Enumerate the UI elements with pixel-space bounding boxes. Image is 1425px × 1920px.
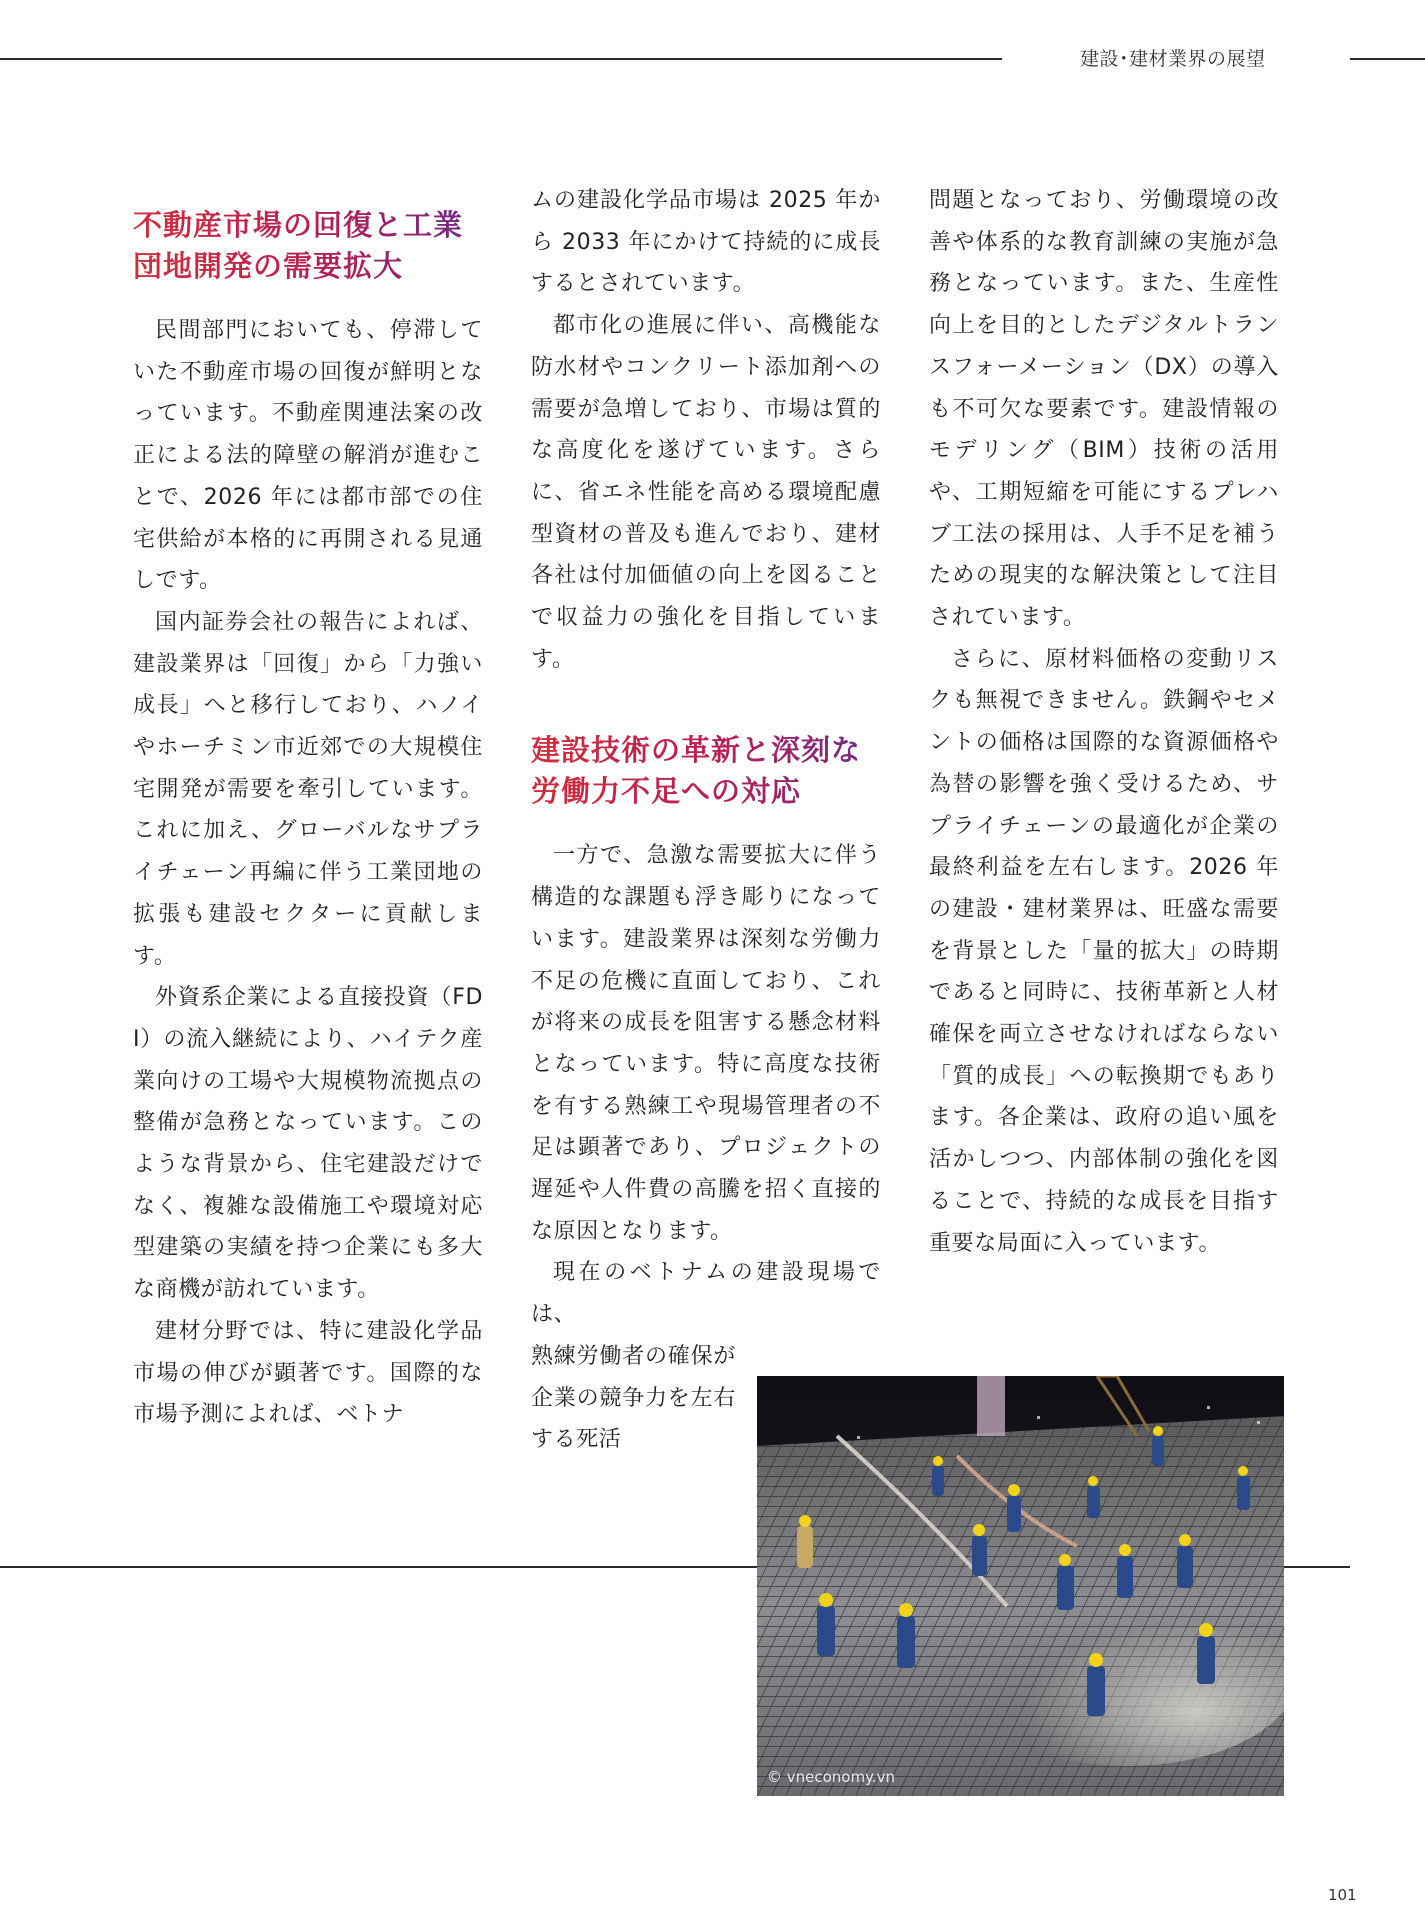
page-number: 101 (1328, 1886, 1357, 1904)
paragraph: さらに、原材料価格の変動リスクも無視できません。鉄鋼やセメントの価格は国際的な資源価格や為替の影響を強く受けるため、サプライチェーンの最適化が企業の最終利益を左右します。2026 年の建設・建材業界は、旺盛な需要を背景とした「量的拡大」の時期であると同時に、技術革新と人材確保を両立させなければならない「質的成長」への転換期でもあります。各企業は、政府の追い風を活かしつつ、内部体制の強化を図ることで、持続的な成長を目指す重要な局面に入っています。 (929, 646, 1279, 1256)
paragraph: 民間部門においても、停滞していた不動産市場の回復が鮮明となっています。不動産関連法案の改正による法的障壁の解消が進むことで、2026 年には都市部での住宅供給が本格的に再開される見通しです。 (133, 318, 483, 594)
column-2 (531, 180, 881, 1461)
top-rule-left (0, 58, 1002, 60)
photo-credit: © vneconomy.vn (767, 1768, 895, 1786)
paragraph: 都市化の進展に伴い、高機能な防水材やコンクリート添加剤への需要が急増しており、市場は質的な高度化を遂げています。さらに、省エネ性能を高める環境配慮型資材の普及も進んでおり、建材各社は付加価値の向上を図ることで収益力の強化を目指しています。 (531, 313, 881, 672)
paragraph: 現在のベトナムの建設現場では、 (531, 1260, 881, 1328)
paragraph-continued: 問題となっており、労働環境の改善や体系的な教育訓練の実施が急務となっています。また、生産性向上を目的としたデジタルトランスフォーメーション（DX）の導入も不可欠な要素です。建設情報のモデリング（BIM）技術の活用や、工期短縮を可能にするプレハブ工法の採用は、人手不足を補うための現実的な解決策として注目されています。 (929, 188, 1279, 631)
section-heading-real-estate: 不動産市場の回復と工業団地開発の需要拡大 (133, 205, 483, 287)
paragraph: 建材分野では、特に建設化学品市場の伸びが顕著です。国際的な市場予測によれば、ベトナ (133, 1318, 483, 1428)
column-1 (133, 180, 483, 1436)
construction-photo-illustration (757, 1376, 1284, 1796)
construction-site-photo (757, 1376, 1284, 1796)
section-heading-labor: 建設技術の革新と深刻な労働力不足への対応 (531, 730, 881, 812)
paragraph: 外資系企業による直接投資（FDI）の流入継続により、ハイテク産業向けの工場や大規模物流拠点の整備が急務となっています。このような背景から、住宅建設だけでなく、複雑な設備施工や環境対応型建築の実績を持つ企業にも多大な商機が訪れています。 (133, 985, 483, 1303)
running-head: 建設･建材業界の展望 (1080, 48, 1266, 70)
paragraph-continued: ムの建設化学品市場は 2025 年から 2033 年にかけて持続的に成長するとされています。 (531, 188, 881, 297)
top-rule-right (1350, 58, 1425, 60)
paragraph: 国内証券会社の報告によれば、建設業界は「回復」から「力強い成長」へと移行しており、ハノイやホーチミン市近郊での大規模住宅開発が需要を牽引しています。これに加え、グローバルなサプライチェーン再編に伴う工業団地の拡張も建設セクターに貢献します。 (133, 609, 483, 969)
paragraph: 一方で、急激な需要拡大に伴う構造的な課題も浮き彫りになっています。建設業界は深刻な労働力不足の危機に直面しており、これが将来の成長を阻害する懸念材料となっています。特に高度な技術を有する熟練工や現場管理者の不足は顕著であり、プロジェクトの遅延や人件費の高騰を招く直接的な原因となります。 (531, 843, 881, 1244)
paragraph-wrapped: 熟練労働者の確保が企業の競争力を左右する死活 (531, 1343, 736, 1453)
column-3 (929, 180, 1279, 1264)
